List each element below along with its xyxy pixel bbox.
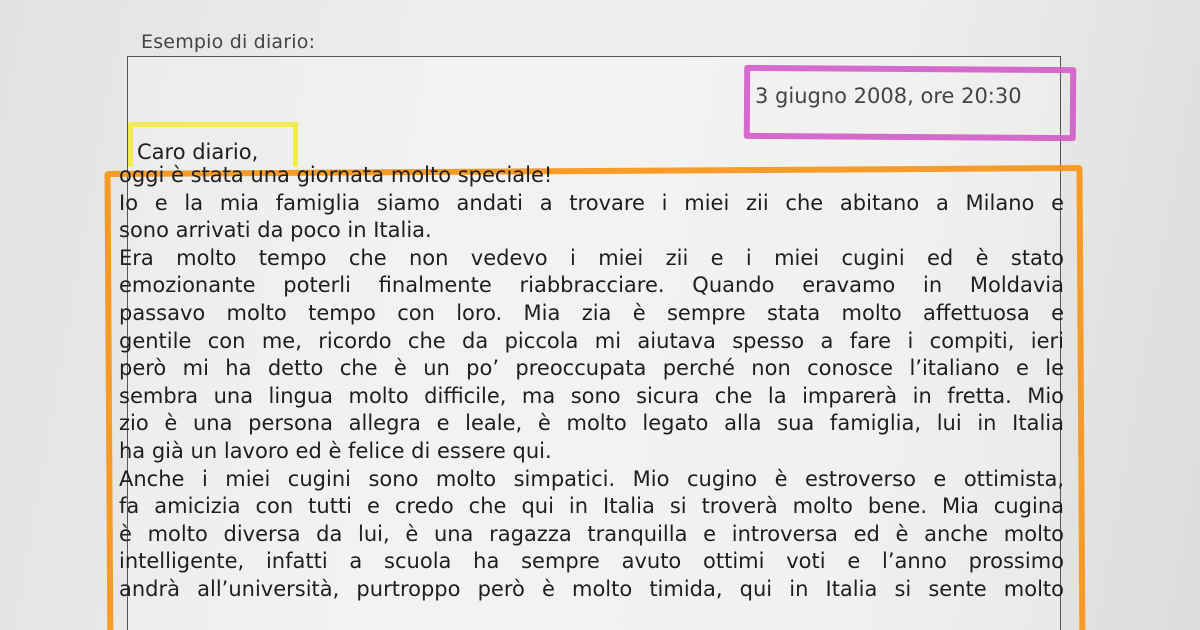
diary-body: [119, 162, 1064, 604]
diary-line: ha già un lavoro ed è felice di essere qui.: [119, 438, 552, 463]
diary-line: emozionante poterli finalmente riabbracciare. Quando eravamo in Moldavia: [119, 273, 1064, 298]
diary-line: passavo molto tempo con loro. Mia zia è sempre stata molto affettuosa e: [119, 300, 1064, 325]
diary-line: però mi ha detto che è un po’ preoccupata perché non conosce l’italiano e le: [119, 356, 1064, 381]
diary-line: è molto diversa da lui, è una ragazza tranquilla e introversa ed è anche molto: [119, 521, 1064, 546]
diary-line: sembra una lingua molto difficile, ma sono sicura che la imparerà in fretta. Mio: [119, 383, 1064, 408]
diary-line: fa amicizia con tutti e credo che qui in Italia si troverà molto bene. Mia cugina: [119, 494, 1064, 519]
diary-line: intelligente, infatti a scuola ha sempre avuto ottimi voti e l’anno prossimo: [119, 549, 1064, 574]
diary-line: oggi è stata una giornata molto speciale!: [119, 163, 553, 187]
diary-line: andrà all’università, purtroppo però è molto timida, qui in Italia si sente molto: [119, 576, 1064, 601]
diary-line: sono arrivati da poco in Italia.: [119, 218, 432, 243]
sheet-caption: Esempio di diario:: [141, 31, 316, 53]
diary-line: zio è una persona allegra e leale, è molto legato alla sua famiglia, lui in Italia: [119, 411, 1064, 436]
diary-greeting: Caro diario,: [137, 140, 259, 164]
diary-date: 3 giugno 2008, ore 20:30: [755, 84, 1022, 108]
diary-line: Anche i miei cugini sono molto simpatici. Mio cugino è estroverso e ottimista,: [119, 466, 1064, 491]
diary-line: gentile con me, ricordo che da piccola mi aiutava spesso a fare i compiti, ieri: [119, 328, 1064, 353]
diary-line: Era molto tempo che non vedevo i miei zii e i miei cugini ed è stato: [119, 245, 1064, 270]
diary-line: Io e la mia famiglia siamo andati a trovare i miei zii che abitano a Milano e: [119, 190, 1064, 215]
